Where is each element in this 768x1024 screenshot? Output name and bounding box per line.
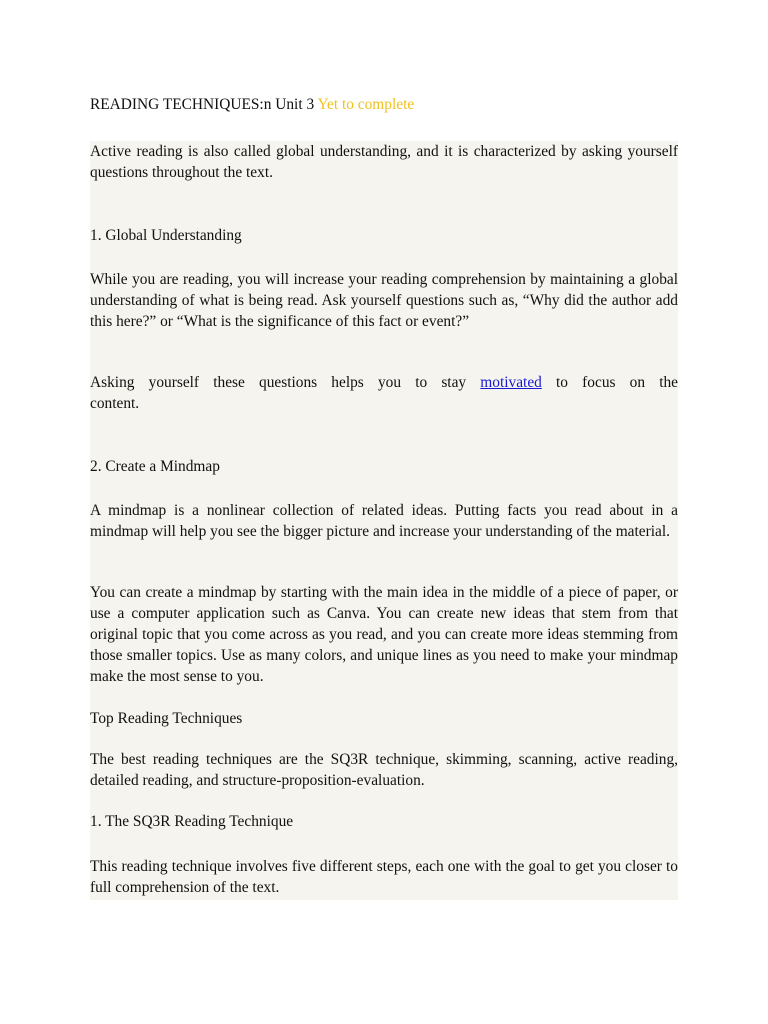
global-understanding-paragraph: While you are reading, you will increase your reading comprehension by maintaining a global understanding of what is being read. Ask yourself questions such as, “Why did the author add this here?” or “What is the significance of this fact or event?” [90, 271, 678, 330]
page-title: READING TECHNIQUES:n Unit 3 [90, 96, 315, 113]
motivated-link[interactable]: motivated [480, 374, 542, 391]
document-content [90, 141, 678, 900]
section-heading-global-understanding: 1. Global Understanding [90, 227, 242, 244]
section-heading-sq3r: 1. The SQ3R Reading Technique [90, 813, 294, 830]
sq3r-paragraph: This reading technique involves five different steps, each one with the goal to get you closer to full comprehension of the text. [90, 858, 678, 896]
status-label: Yet to complete [317, 96, 415, 113]
mindmap-instructions-paragraph: You can create a mindmap by starting with the main idea in the middle of a piece of paper, or use a computer application such as Canva. You can create new ideas that stem from that original topic that you come across as you read, and you can create more ideas stemming from those smaller topics. Use as many colors, and unique lines as you need to make your mindmap make the most sense to you. [90, 584, 678, 685]
top-techniques-paragraph: The best reading techniques are the SQ3R technique, skimming, scanning, active reading, detailed reading, and structure-proposition-evaluation. [90, 751, 678, 789]
intro-paragraph: Active reading is also called global understanding, and it is characterized by asking yourself questions throughout the text. [90, 143, 678, 181]
motivation-text-before: Asking yourself these questions helps you to stay [90, 374, 467, 391]
motivation-paragraph-line [90, 372, 678, 393]
motivation-paragraph [90, 372, 678, 414]
motivation-text-after: to focus on the [556, 374, 679, 391]
motivation-text-end: content. [90, 395, 140, 412]
page-title-line [90, 94, 414, 115]
section-heading-create-mindmap: 2. Create a Mindmap [90, 458, 220, 475]
mindmap-definition-paragraph: A mindmap is a nonlinear collection of related ideas. Putting facts you read about in a mindmap will help you see the bigger picture and increase your understanding of the material. [90, 502, 678, 540]
section-heading-top-reading-techniques: Top Reading Techniques [90, 710, 243, 727]
